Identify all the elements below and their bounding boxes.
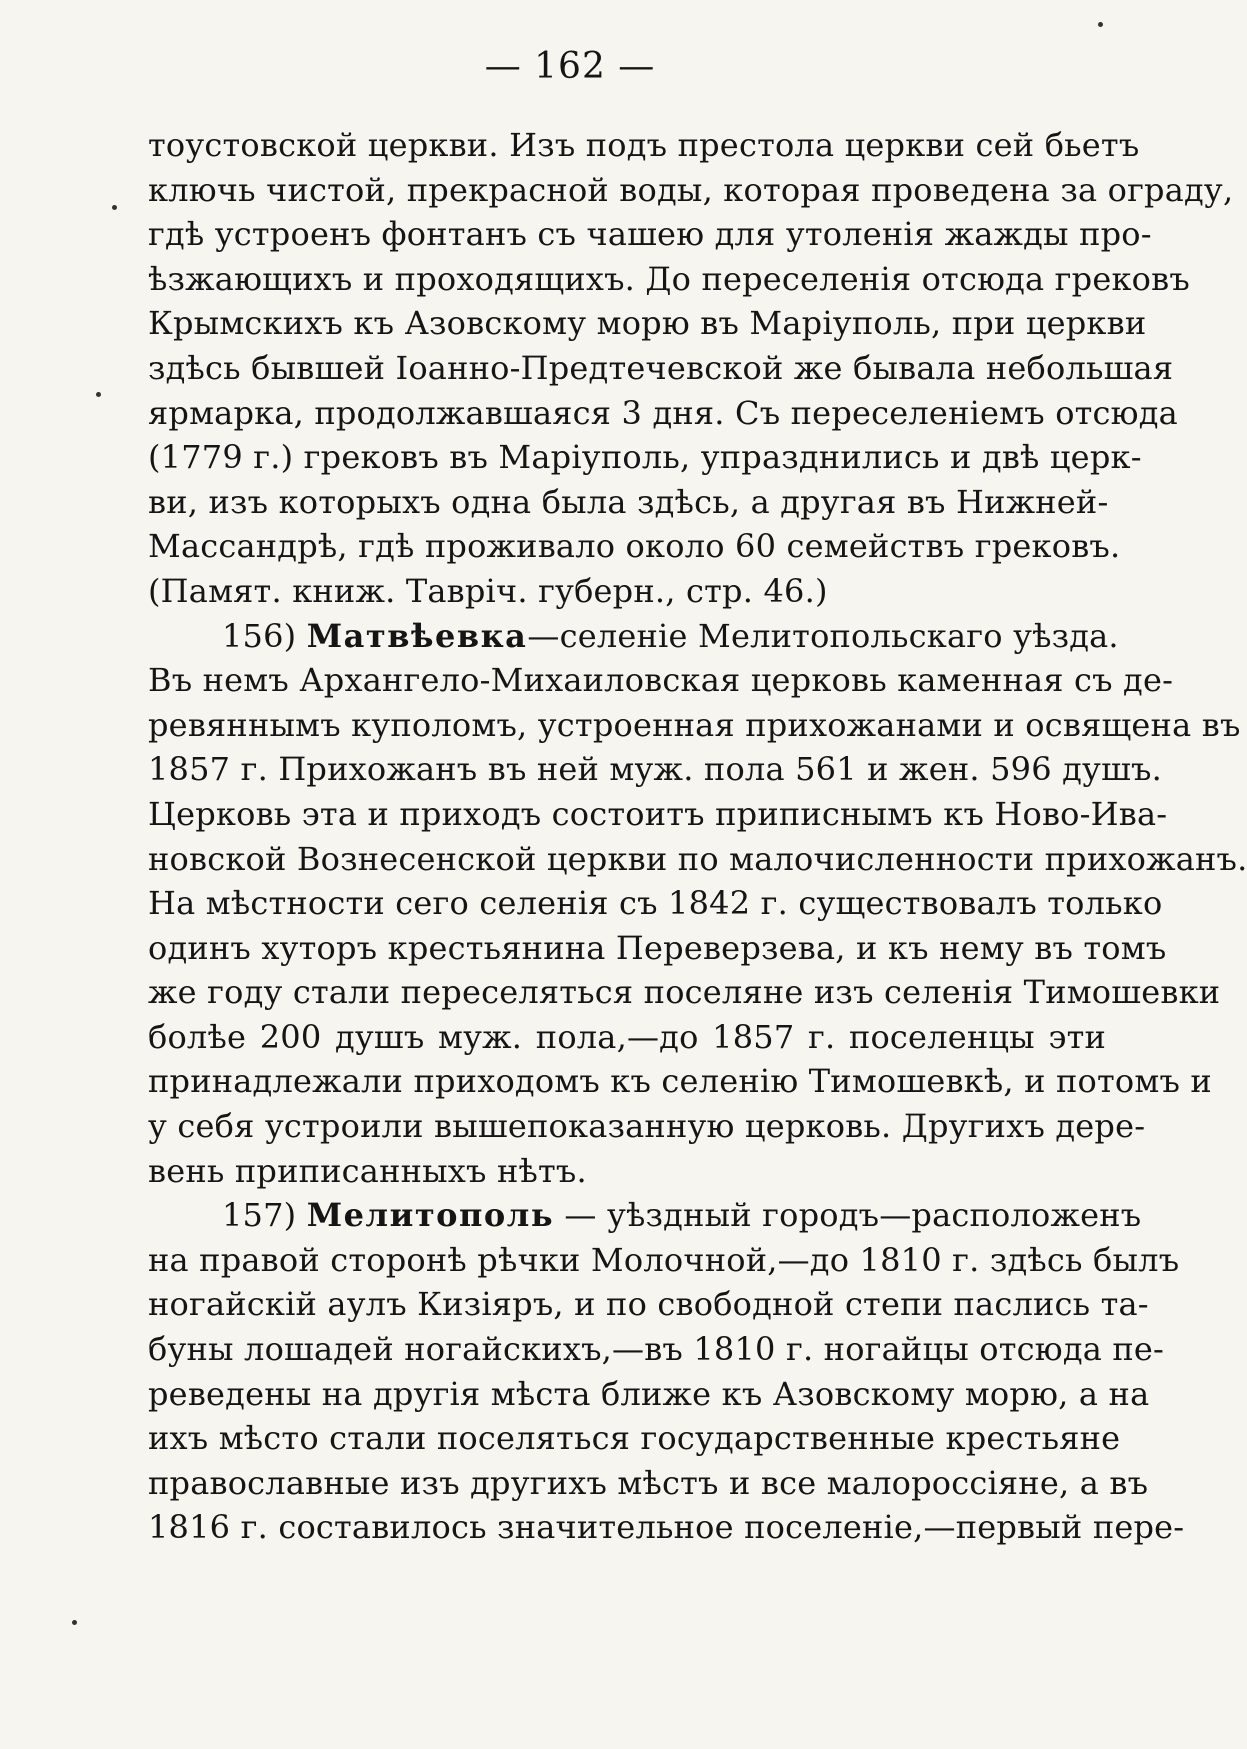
text-line: новской Вознесенской церкви по малочисленности прихожанъ. <box>148 839 1247 878</box>
entry-number: 156) <box>222 616 297 655</box>
entry-heading-line <box>148 1193 1142 1238</box>
text-line: болѣе 200 душъ муж. пола,—до 1857 г. поселенцы эти <box>148 1017 1106 1056</box>
entry-heading-line <box>148 614 1119 659</box>
text-line: Церковь эта и приходъ состоитъ приписнымъ къ Ново-Ива- <box>148 794 1168 833</box>
text-line: ревяннымъ куполомъ, устроенная прихожанами и освящена въ <box>148 705 1241 744</box>
page-number: — 162 — <box>484 46 656 87</box>
entry-title: Матвѣевка <box>306 616 528 655</box>
text-line: у себя устроили вышепоказанную церковь. Другихъ дере- <box>148 1107 1146 1146</box>
text-line: ногайскій аулъ Кизіяръ, и по свободной степи паслись та- <box>148 1285 1149 1324</box>
text-line: принадлежали приходомъ къ селенію Тимошевкѣ, и потомъ и <box>148 1062 1212 1101</box>
text-line: православные изъ другихъ мѣстъ и все малороссіяне, а въ <box>148 1463 1149 1502</box>
text-line: ключь чистой, прекрасной воды, которая проведена за ограду, <box>148 170 1234 209</box>
text-line: (1779 г.) грековъ въ Маріуполь, упразднились и двѣ церк- <box>148 438 1142 477</box>
text-line: здѣсь бывшей Іоанно-Предтечевской же бывала небольшая <box>148 348 1174 387</box>
text-line: Въ немъ Архангело-Михаиловская церковь каменная съ де- <box>148 661 1174 700</box>
scan-speck <box>72 1620 77 1625</box>
body-text <box>148 123 1247 1550</box>
entry-heading-rest: —селеніе Мелитопольскаго уѣзда. <box>527 616 1119 655</box>
entry-title: Мелитополь <box>306 1196 555 1235</box>
text-line: ви, изъ которыхъ одна была здѣсь, а другая въ Нижней- <box>148 482 1109 521</box>
text-line: ярмарка, продолжавшаяся 3 дня. Съ переселеніемъ отсюда <box>148 393 1178 432</box>
scan-speck <box>1098 22 1103 27</box>
text-line: реведены на другія мѣста ближе къ Азовскому морю, а на <box>148 1374 1150 1413</box>
text-line: ихъ мѣсто стали поселяться государственные крестьяне <box>148 1419 1121 1458</box>
text-line: тоустовской церкви. Изъ подъ престола церкви сей бьетъ <box>148 126 1140 164</box>
text-line: Крымскихъ къ Азовскому морю въ Маріуполь, при церкви <box>148 304 1147 343</box>
text-line: ѣзжающихъ и проходящихъ. До переселенія отсюда грековъ <box>148 259 1190 298</box>
text-line: на правой сторонѣ рѣчки Молочной,—до 1810 г. здѣсь былъ <box>148 1240 1180 1279</box>
text-line: одинъ хуторъ крестьянина Переверзева, и къ нему въ томъ <box>148 928 1167 967</box>
entry-number: 157) <box>222 1196 297 1235</box>
scan-speck <box>96 392 101 397</box>
text-line: вень приписанныхъ нѣтъ. <box>148 1151 587 1190</box>
text-line: же году стали переселяться поселяне изъ селенія Тимошевки <box>148 973 1221 1012</box>
text-line: На мѣстности сего селенія съ 1842 г. существовалъ только <box>148 884 1163 923</box>
text-line: гдѣ устроенъ фонтанъ съ чашею для утоленія жажды про- <box>148 215 1152 254</box>
text-line: 1857 г. Прихожанъ въ ней муж. пола 561 и жен. 596 душъ. <box>148 750 1162 789</box>
text-line: 1816 г. составилось значительное поселеніе,—первый пере- <box>148 1508 1185 1547</box>
text-line: Массандрѣ, гдѣ проживало около 60 семействъ грековъ. <box>148 527 1121 566</box>
text-line: (Памят. книж. Тавріч. губерн., стр. 46.) <box>148 571 828 610</box>
text-line: буны лошадей ногайскихъ,—въ 1810 г. ногайцы отсюда пе- <box>148 1330 1165 1369</box>
entry-heading-rest: — уѣздный городъ—расположенъ <box>564 1196 1142 1235</box>
scan-speck <box>112 205 117 210</box>
